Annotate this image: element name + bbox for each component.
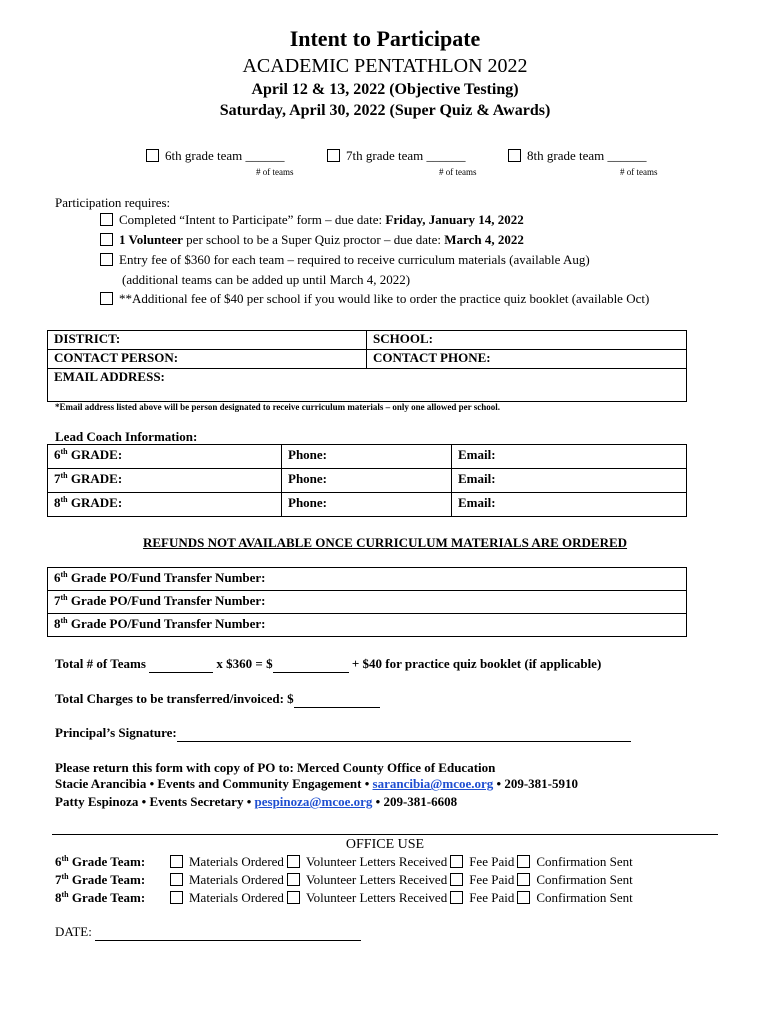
total-amount-input[interactable]: [273, 656, 349, 673]
total-teams-line: [55, 656, 601, 673]
coach-row: [48, 469, 687, 493]
coach-grade-7: 7th GRADE:: [48, 469, 282, 493]
grade-8-note: # of teams: [620, 167, 658, 177]
materials-ordered-label: Materials Ordered: [189, 890, 284, 905]
coach-grade-8: 8th GRADE:: [48, 493, 282, 517]
contact-1-text: Stacie Arancibia • Events and Community Engagement •: [55, 776, 373, 791]
requirement-form-due: Friday, January 14, 2022: [385, 212, 524, 227]
fee-paid-checkbox[interactable]: [450, 855, 463, 868]
office-row: [55, 889, 636, 907]
contact-2-phone: • 209-381-6608: [372, 794, 458, 809]
office-date-label: DATE:: [55, 924, 92, 939]
fee-paid-label: Fee Paid: [469, 890, 515, 905]
office-team-7: 7th Grade Team:: [55, 872, 146, 887]
volunteer-letters-checkbox[interactable]: [287, 855, 300, 868]
volunteer-letters-label: Volunteer Letters Received: [305, 890, 448, 905]
contact-person-field[interactable]: CONTACT PERSON:: [48, 350, 367, 369]
office-row: [55, 871, 636, 889]
requirement-booklet-text: **Additional fee of $40 per school if you would like to order the practice quiz booklet (available Oct): [119, 291, 650, 306]
requirement-form: [100, 212, 524, 228]
fee-paid-checkbox[interactable]: [450, 891, 463, 904]
requirement-volunteer-checkbox[interactable]: [100, 233, 113, 246]
date-line-1: April 12 & 13, 2022 (Objective Testing): [251, 81, 519, 98]
coach-7-email[interactable]: Email:: [452, 469, 687, 493]
po-7-field[interactable]: 7th Grade PO/Fund Transfer Number:: [48, 591, 687, 614]
materials-ordered-checkbox[interactable]: [170, 891, 183, 904]
coach-row: [48, 493, 687, 517]
confirmation-sent-checkbox[interactable]: [517, 891, 530, 904]
coach-6-phone[interactable]: Phone:: [282, 445, 452, 469]
coach-8-phone[interactable]: Phone:: [282, 493, 452, 517]
email-address-field[interactable]: EMAIL ADDRESS:: [48, 369, 687, 402]
total-teams-multiplier: x $360 = $: [216, 656, 273, 671]
grade-7-checkbox[interactable]: [327, 149, 340, 162]
return-line-1: Please return this form with copy of PO to: Merced County Office of Education: [55, 760, 496, 775]
school-field[interactable]: SCHOOL:: [367, 331, 687, 350]
confirmation-sent-label: Confirmation Sent: [536, 854, 633, 869]
volunteer-letters-checkbox[interactable]: [287, 873, 300, 886]
total-teams-input[interactable]: [149, 656, 213, 673]
po-8-field[interactable]: 8th Grade PO/Fund Transfer Number:: [48, 614, 687, 637]
total-charges-label: Total Charges to be transferred/invoiced: $: [55, 691, 294, 706]
grade-7-team: [327, 148, 466, 164]
grade-8-team: [508, 148, 647, 164]
requirement-booklet-checkbox[interactable]: [100, 292, 113, 305]
principal-signature-label: Principal’s Signature:: [55, 725, 177, 740]
return-line-2: [55, 776, 578, 792]
fee-paid-label: Fee Paid: [469, 854, 515, 869]
po-6-field[interactable]: 6th Grade PO/Fund Transfer Number:: [48, 568, 687, 591]
requirement-volunteer: [100, 232, 524, 248]
principal-signature-input[interactable]: [177, 725, 631, 742]
booklet-fee-label: + $40 for practice quiz booklet (if applicable): [351, 656, 602, 671]
contact-phone-field[interactable]: CONTACT PHONE:: [367, 350, 687, 369]
contact-2-text: Patty Espinoza • Events Secretary •: [55, 794, 255, 809]
contact-2-email-link[interactable]: pespinoza@mcoe.org: [254, 794, 373, 809]
materials-ordered-checkbox[interactable]: [170, 873, 183, 886]
requirement-fee-text: Entry fee of $360 for each team – required to receive curriculum materials (available Aug): [119, 252, 590, 267]
requirements-heading: Participation requires:: [55, 195, 171, 210]
grade-6-checkbox[interactable]: [146, 149, 159, 162]
materials-ordered-label: Materials Ordered: [189, 854, 284, 869]
coach-heading: Lead Coach Information:: [55, 429, 198, 444]
coach-row: [48, 445, 687, 469]
requirement-form-text: Completed “Intent to Participate” form – due date:: [119, 212, 386, 227]
confirmation-sent-checkbox[interactable]: [517, 855, 530, 868]
grade-7-label: 7th grade team ______: [346, 148, 466, 163]
date-line-2: Saturday, April 30, 2022 (Super Quiz & Awards): [219, 102, 551, 119]
office-use-heading: OFFICE USE: [345, 837, 425, 852]
volunteer-letters-label: Volunteer Letters Received: [305, 854, 448, 869]
grade-6-note: # of teams: [256, 167, 294, 177]
requirement-form-checkbox[interactable]: [100, 213, 113, 226]
email-note: *Email address listed above will be person designated to receive curriculum materials – only one allowed per school.: [55, 402, 500, 412]
office-row: [55, 853, 636, 871]
grade-6-team: [146, 148, 285, 164]
contact-table: [47, 330, 687, 402]
grade-7-note: # of teams: [439, 167, 477, 177]
coach-6-email[interactable]: Email:: [452, 445, 687, 469]
page-title: Intent to Participate: [289, 26, 481, 51]
refunds-text: REFUNDS NOT AVAILABLE ONCE CURRICULUM MATERIALS ARE ORDERED: [142, 535, 628, 550]
office-team-6: 6th Grade Team:: [55, 854, 146, 869]
contact-1-email-link[interactable]: sarancibia@mcoe.org: [372, 776, 494, 791]
materials-ordered-label: Materials Ordered: [189, 872, 284, 887]
requirement-volunteer-due: March 4, 2022: [444, 232, 524, 247]
po-table: [47, 567, 687, 637]
total-charges-line: [55, 691, 380, 708]
requirement-booklet: [100, 291, 649, 307]
requirement-volunteer-count: 1 Volunteer: [119, 232, 183, 247]
return-line-3: [55, 794, 457, 810]
total-charges-input[interactable]: [294, 691, 380, 708]
coach-table: [47, 444, 687, 517]
page-subtitle: ACADEMIC PENTATHLON 2022: [242, 55, 528, 77]
refunds-notice: [0, 535, 770, 551]
grade-8-label: 8th grade team ______: [527, 148, 647, 163]
requirement-entry-fee: [100, 252, 590, 268]
volunteer-letters-label: Volunteer Letters Received: [305, 872, 448, 887]
materials-ordered-checkbox[interactable]: [170, 855, 183, 868]
coach-7-phone[interactable]: Phone:: [282, 469, 452, 493]
fee-paid-checkbox[interactable]: [450, 873, 463, 886]
coach-grade-6: 6th GRADE:: [48, 445, 282, 469]
requirement-fee-checkbox[interactable]: [100, 253, 113, 266]
grade-6-label: 6th grade team ______: [165, 148, 285, 163]
office-use-table: [55, 853, 636, 907]
office-team-8: 8th Grade Team:: [55, 890, 146, 905]
grade-8-checkbox[interactable]: [508, 149, 521, 162]
confirmation-sent-checkbox[interactable]: [517, 873, 530, 886]
requirement-volunteer-text: per school to be a Super Quiz proctor – due date:: [182, 232, 445, 247]
total-teams-label: Total # of Teams: [55, 656, 146, 671]
district-field[interactable]: DISTRICT:: [48, 331, 367, 350]
fee-paid-label: Fee Paid: [469, 872, 515, 887]
coach-8-email[interactable]: Email:: [452, 493, 687, 517]
volunteer-letters-checkbox[interactable]: [287, 891, 300, 904]
office-divider: [52, 834, 718, 835]
requirement-fee-note: (additional teams can be added up until March 4, 2022): [122, 272, 411, 287]
confirmation-sent-label: Confirmation Sent: [536, 872, 633, 887]
principal-signature-line: [55, 725, 631, 742]
contact-1-phone: • 209-381-5910: [493, 776, 578, 791]
confirmation-sent-label: Confirmation Sent: [536, 890, 633, 905]
office-date-line: [55, 924, 361, 941]
office-date-input[interactable]: [95, 924, 361, 941]
